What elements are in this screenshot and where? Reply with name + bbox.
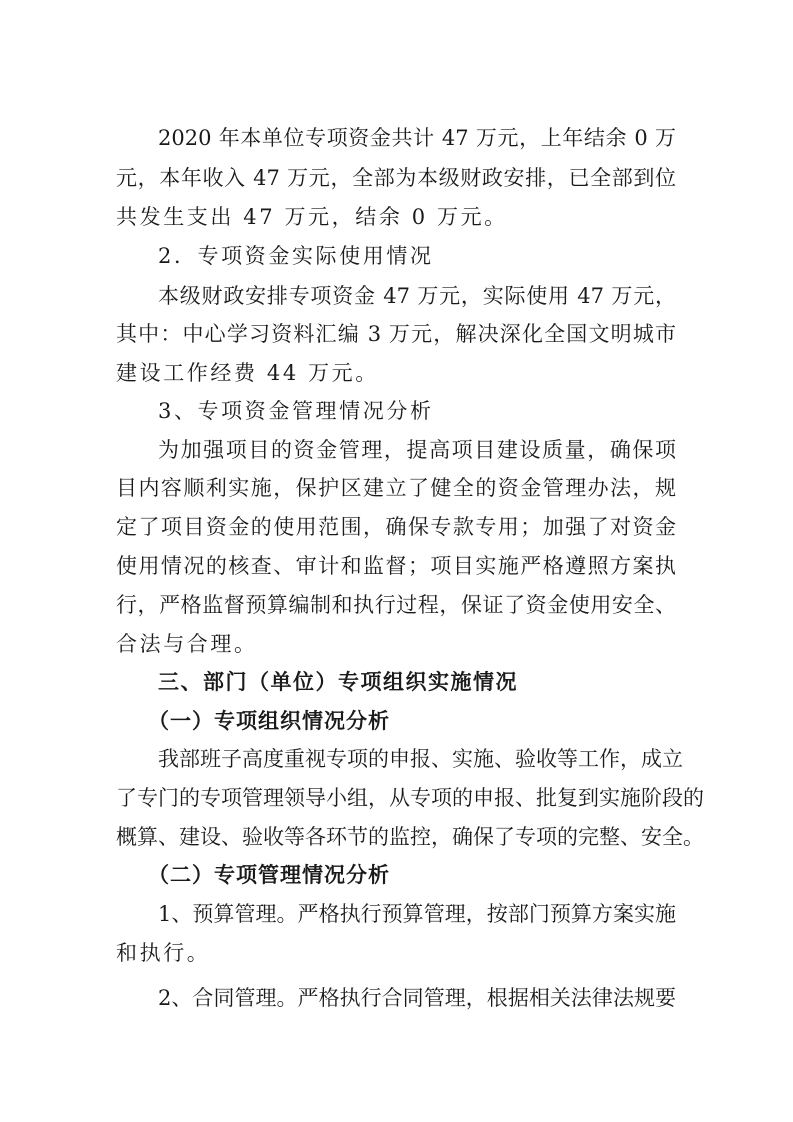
paragraph-line: 为加强项目的资金管理，提高项目建设质量，确保项 [158,438,676,462]
paragraph-line: 我部班子高度重视专项的申报、实施、验收等工作，成立 [158,747,683,771]
paragraph-line: 概算、建设、验收等各环节的监控，确保了专项的完整、安全。 [116,825,704,849]
paragraph-line: 了专门的专项管理领导小组，从专项的申报、批复到实施阶段的 [116,786,704,810]
paragraph-line: 目内容顺利实施，保护区建立了健全的资金管理办法，规 [116,476,676,500]
section-heading: 三、部门（单位）专项组织实施情况 [158,670,518,694]
paragraph-line: 本级财政安排专项资金 47 万元，实际使用 47 万元， [158,284,676,308]
paragraph-line: 定了项目资金的使用范围，确保专款专用；加强了对资金 [116,515,676,539]
paragraph-line: 2、合同管理。严格执行合同管理，根据相关法律法规要 [158,986,676,1010]
paragraph-line: 其中：中心学习资料汇编 3 万元，解决深化全国文明城市 [116,322,676,346]
paragraph-line: 共发生支出 47 万元，结余 0 万元。 [116,205,508,229]
paragraph-line: 1、预算管理。严格执行预算管理，按部门预算方案实施 [158,902,676,926]
paragraph-line: 2020 年本单位专项资金共计 47 万元，上年结余 0 万 [158,126,676,150]
paragraph-line: 行，严格监督预算编制和执行过程，保证了资金使用安全、 [116,593,676,617]
subsection-heading: （二）专项管理情况分析 [148,863,390,887]
paragraph-line: 合法与合理。 [116,632,258,656]
subsection-heading: （一）专项组织情况分析 [148,709,390,733]
paragraph-line: 建设工作经费 44 万元。 [116,361,379,385]
section-item-title: 3、专项资金管理情况分析 [158,399,434,423]
paragraph-line: 元，本年收入 47 万元，全部为本级财政安排，已全部到位 [116,166,676,190]
paragraph-line: 使用情况的核查、审计和监督；项目实施严格遵照方案执 [116,554,676,578]
paragraph-line: 和执行。 [116,941,211,965]
section-item-title: 2．专项资金实际使用情况 [158,244,434,268]
